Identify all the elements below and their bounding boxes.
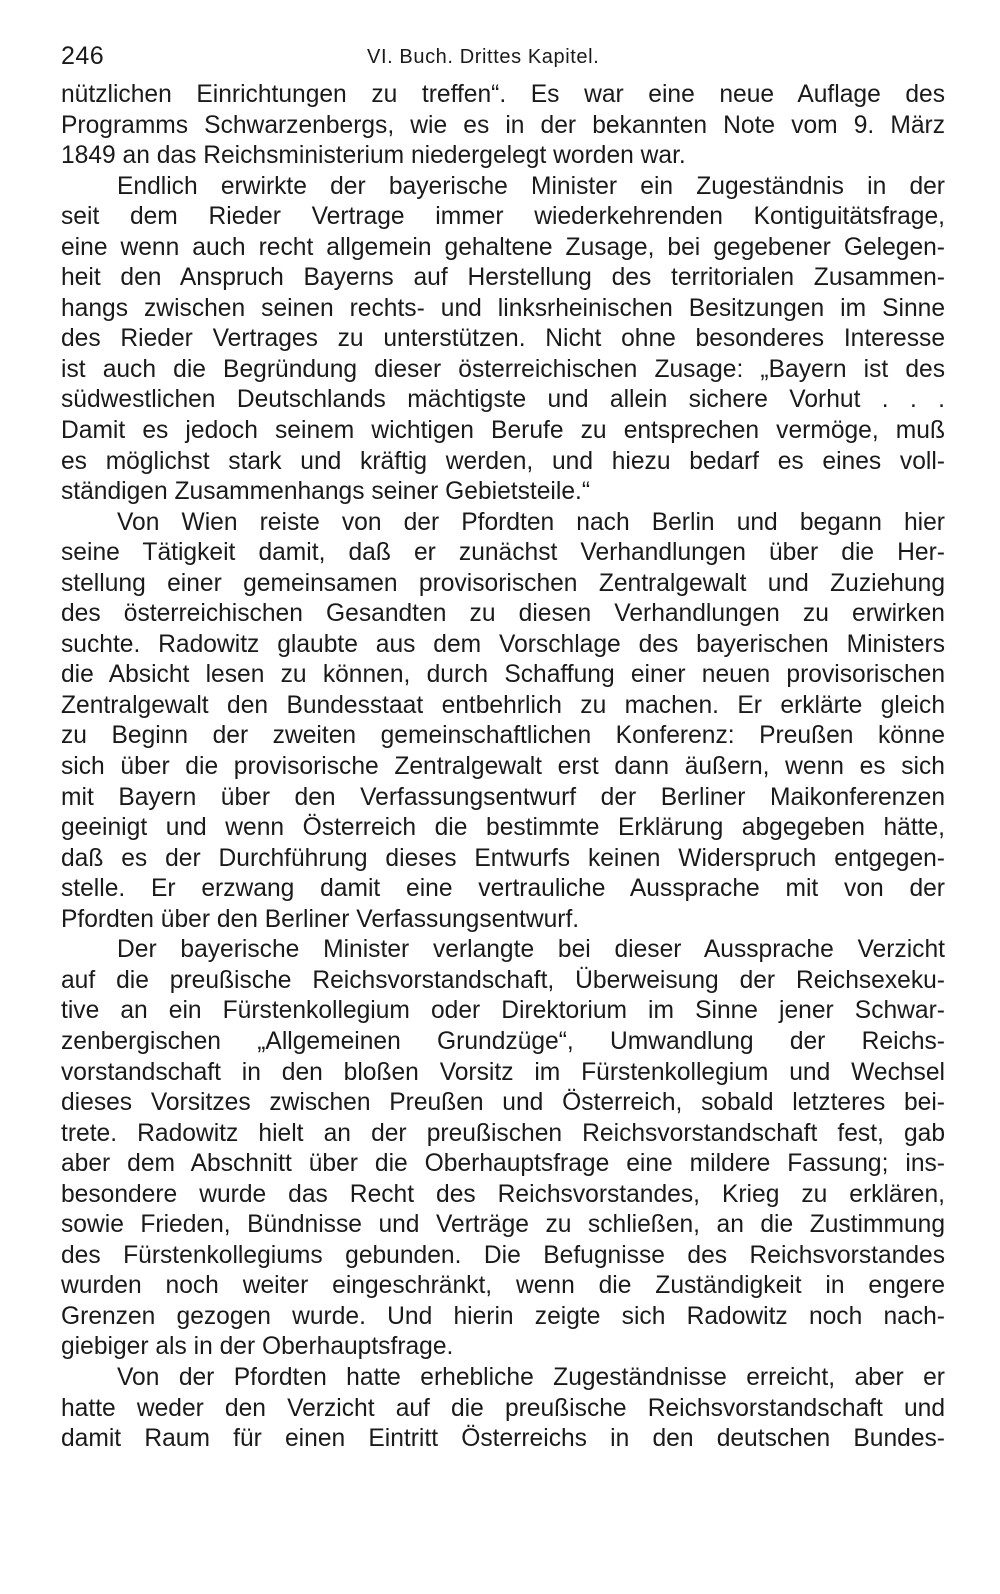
text-line: giebiger als in der Oberhauptsfrage.	[61, 1333, 454, 1361]
text-line: damit Raum für einen Eintritt Österreichs in den deutschen Bundes-	[61, 1425, 945, 1453]
text-line: Grenzen gezogen wurde. Und hierin zeigte sich Radowitz noch nach-	[61, 1302, 945, 1330]
text-line: Zentralgewalt den Bundesstaat entbehrlich zu machen. Er erklärte gleich	[61, 691, 945, 719]
book-page	[61, 38, 945, 1455]
text-line: geeinigt und wenn Österreich die bestimmte Erklärung abgegeben hätte,	[61, 814, 945, 842]
text-line: 1849 an das Reichsministerium niedergelegt worden war.	[61, 142, 686, 170]
text-line: vorstandschaft in den bloßen Vorsitz im Fürstenkollegium und Wechsel	[61, 1058, 945, 1086]
page-number: 246	[61, 42, 105, 70]
text-line: seit dem Rieder Vertrage immer wiederkehrenden Kontiguitätsfrage,	[61, 203, 945, 231]
text-line: auf die preußische Reichsvorstandschaft, Überweisung der Reichsexeku-	[61, 966, 945, 994]
text-line: Pfordten über den Berliner Verfassungsentwurf.	[61, 905, 580, 933]
paragraph	[61, 1363, 945, 1455]
text-line: stellung einer gemeinsamen provisorischen Zentralgewalt und Zuziehung	[61, 569, 945, 597]
paragraph	[61, 935, 945, 1363]
text-line: wurden noch weiter eingeschränkt, wenn die Zuständigkeit in engere	[61, 1272, 945, 1300]
text-line: Von Wien reiste von der Pfordten nach Berlin und begann hier	[117, 508, 945, 536]
text-line: hatte weder den Verzicht auf die preußische Reichsvorstandschaft und	[61, 1394, 945, 1422]
text-line: ständigen Zusammenhangs seiner Gebietsteile.“	[61, 478, 591, 506]
text-line: es möglichst stark und kräftig werden, und hiezu bedarf es eines voll-	[61, 447, 945, 475]
text-line: suchte. Radowitz glaubte aus dem Vorschlage des bayerischen Ministers	[61, 630, 945, 658]
text-line: trete. Radowitz hielt an der preußischen Reichsvorstandschaft fest, gab	[61, 1119, 945, 1147]
body-text	[61, 80, 945, 1455]
text-line: des Fürstenkollegiums gebunden. Die Befugnisse des Reichsvorstandes	[61, 1241, 945, 1269]
running-head: VI. Buch. Drittes Kapitel.	[367, 46, 600, 68]
text-line: nützlichen Einrichtungen zu treffen“. Es war eine neue Auflage des	[61, 81, 945, 108]
text-line: Von der Pfordten hatte erhebliche Zugeständnisse erreicht, aber er	[117, 1363, 945, 1391]
text-line: zenbergischen „Allgemeinen Grundzüge“, Umwandlung der Reichs-	[61, 1027, 945, 1055]
text-line: tive an ein Fürstenkollegium oder Direktorium im Sinne jener Schwar-	[61, 997, 945, 1025]
text-line: stelle. Er erzwang damit eine vertrauliche Aussprache mit von der	[61, 875, 945, 903]
text-line: des österreichischen Gesandten zu diesen Verhandlungen zu erwirken	[61, 600, 945, 628]
text-line: hangs zwischen seinen rechts- und linksrheinischen Besitzungen im Sinne	[61, 294, 945, 322]
text-line: die Absicht lesen zu können, durch Schaffung einer neuen provisorischen	[61, 661, 945, 689]
page-header	[61, 38, 945, 80]
text-line: besondere wurde das Recht des Reichsvorstandes, Krieg zu erklären,	[61, 1180, 945, 1208]
text-line: aber dem Abschnitt über die Oberhauptsfrage eine mildere Fassung; ins-	[61, 1150, 945, 1178]
text-line: heit den Anspruch Bayerns auf Herstellung des territorialen Zusammen-	[61, 264, 945, 292]
text-line: daß es der Durchführung dieses Entwurfs keinen Widerspruch entgegen-	[61, 844, 945, 872]
text-line: Der bayerische Minister verlangte bei dieser Aussprache Verzicht	[117, 936, 945, 964]
text-line: sich über die provisorische Zentralgewalt erst dann äußern, wenn es sich	[61, 753, 945, 781]
text-line: zu Beginn der zweiten gemeinschaftlichen Konferenz: Preußen könne	[61, 722, 945, 750]
text-line: Damit es jedoch seinem wichtigen Berufe zu entsprechen vermöge, muß	[61, 417, 945, 445]
text-line: mit Bayern über den Verfassungsentwurf der Berliner Maikonferenzen	[61, 783, 945, 811]
text-line: sowie Frieden, Bündnisse und Verträge zu schließen, an die Zustimmung	[61, 1211, 945, 1239]
text-line: des Rieder Vertrages zu unterstützen. Nicht ohne besonderes Interesse	[61, 325, 945, 353]
text-line: Endlich erwirkte der bayerische Minister ein Zugeständnis in der	[117, 172, 945, 200]
paragraph	[61, 172, 945, 508]
text-line: dieses Vorsitzes zwischen Preußen und Österreich, sobald letzteres bei-	[61, 1089, 945, 1117]
text-line: eine wenn auch recht allgemein gehaltene Zusage, bei gegebener Gelegen-	[61, 233, 945, 261]
paragraph	[61, 508, 945, 936]
text-line: Programms Schwarzenbergs, wie es in der bekannten Note vom 9. März	[61, 111, 945, 139]
paragraph	[61, 80, 945, 172]
text-line: südwestlichen Deutschlands mächtigste und allein sichere Vorhut . . .	[61, 386, 945, 414]
text-line: ist auch die Begründung dieser österreichischen Zusage: „Bayern ist des	[61, 355, 945, 383]
text-line: seine Tätigkeit damit, daß er zunächst Verhandlungen über die Her-	[61, 539, 945, 567]
